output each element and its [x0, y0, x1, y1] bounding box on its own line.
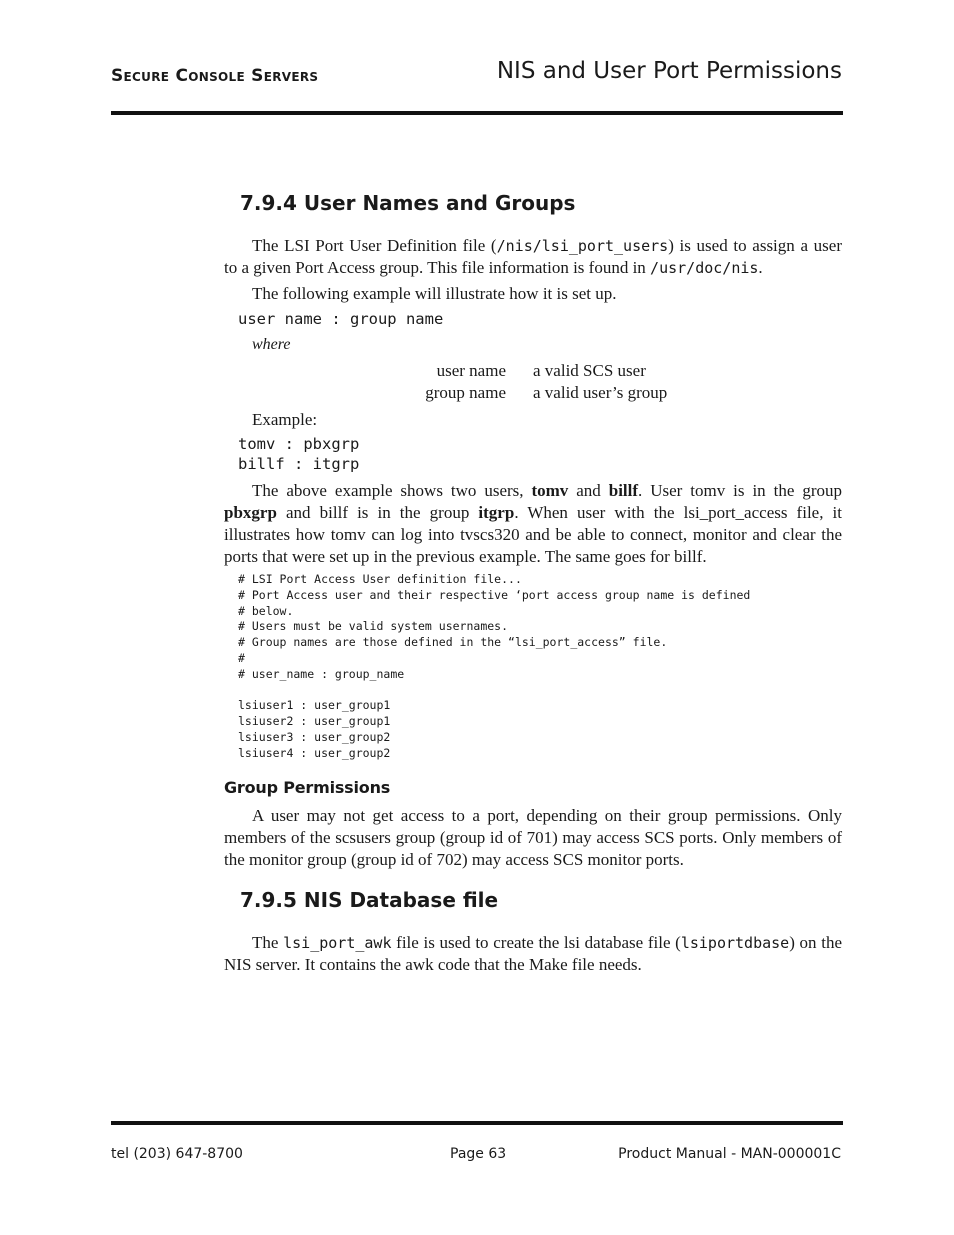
file-lsiportdbase: lsiportdbase [680, 934, 790, 952]
file-listing [238, 572, 750, 762]
intro-path-users: /nis/lsi_port_users [496, 237, 669, 255]
section-heading-794: 7.9.4 User Names and Groups [240, 191, 576, 215]
listing-line: # LSI Port Access User definition file... [238, 572, 522, 586]
group-permissions-text: A user may not get access to a port, depending on their group permissions. Only members of the scsusers group (group id of 701) may access SCS ports. Only members of the monitor group (group id of 702) may access SCS monitor ports. [224, 806, 842, 869]
listing-line: # below. [238, 603, 294, 618]
listing-line: # Users must be valid system usernames. [238, 619, 509, 634]
definition-desc: a valid SCS user [533, 361, 646, 380]
definition-row [380, 360, 667, 382]
definition-row [380, 382, 667, 404]
nis-text: The [252, 933, 284, 952]
listing-line: lsiuser3 : user_group2 [238, 729, 391, 744]
group-itgrp: itgrp [478, 503, 515, 522]
footer-manual-id: Product Manual - MAN-000001C [618, 1146, 841, 1162]
explanation-text: . User tomv is in the group [638, 481, 842, 500]
definition-desc: a valid user’s group [533, 383, 668, 402]
definition-term: user name [436, 361, 506, 380]
intro-text-3: . [758, 258, 763, 277]
paragraph-nis-database [224, 932, 842, 976]
footer-phone: tel (203) 647-8700 [111, 1146, 243, 1162]
example-label-text: Example: [252, 410, 318, 429]
explanation-text: . When user with the lsi_port_access file, it illustrates how tomv can log into tvscs320 and be able to connect, monitor and clear the ports that were set up in the previous example. The same goes for billf. [224, 503, 842, 566]
where-label: where [252, 336, 291, 353]
definition-term: group name [425, 383, 506, 402]
explanation-text: The above example shows two users, [252, 481, 532, 500]
running-header-right: NIS and User Port Permissions [496, 58, 842, 84]
paragraph-intro [224, 235, 842, 279]
listing-line: lsiuser1 : user_group1 [238, 698, 391, 713]
group-pbxgrp: pbxgrp [224, 503, 277, 522]
paragraph-group-permissions [224, 805, 842, 871]
listing-line: lsiuser2 : user_group1 [238, 714, 391, 729]
syntax-line: user name : group name [238, 310, 444, 328]
listing-line: # Port Access user and their respective ‘port access group name is defined [238, 587, 751, 602]
footer-rule [111, 1121, 843, 1125]
file-lsi-port-awk: lsi_port_awk [283, 934, 392, 952]
example-label [224, 409, 842, 431]
section-heading-795: 7.9.5 NIS Database file [240, 888, 499, 912]
nis-text: file is used to create the lsi database file ( [391, 933, 681, 952]
nis-text: ) on the NIS server. It contains the awk code that the Make file needs. [224, 933, 842, 974]
intro-text-1: The LSI Port User Definition file ( [252, 236, 497, 255]
example-line: tomv : pbxgrp [238, 435, 360, 453]
user-tomv: tomv [531, 481, 569, 500]
example-intro-text: The following example will illustrate how it is set up. [252, 284, 617, 303]
listing-line: # [238, 650, 245, 665]
intro-path-doc: /usr/doc/nis [650, 259, 759, 277]
header-rule [111, 111, 843, 115]
listing-line: lsiuser4 : user_group2 [238, 745, 391, 760]
listing-line: # user_name : group_name [238, 666, 405, 681]
paragraph-example-explanation [224, 480, 842, 568]
definition-table [380, 360, 667, 404]
paragraph-example-intro [224, 283, 842, 305]
subheading-group-permissions: Group Permissions [224, 778, 391, 797]
user-billf: billf [608, 481, 639, 500]
running-header-left: Secure Console Servers [111, 66, 319, 86]
footer-page-number: Page 63 [450, 1146, 507, 1162]
explanation-text: and [568, 481, 609, 500]
listing-line [238, 683, 750, 699]
explanation-text: and billf is in the group [276, 503, 479, 522]
example-line: billf : itgrp [238, 455, 360, 473]
intro-text-2: ) is used to assign a user to a given Port Access group. This file information is found in [224, 236, 842, 277]
listing-line: # Group names are those defined in the “lsi_port_access” file. [238, 635, 668, 650]
